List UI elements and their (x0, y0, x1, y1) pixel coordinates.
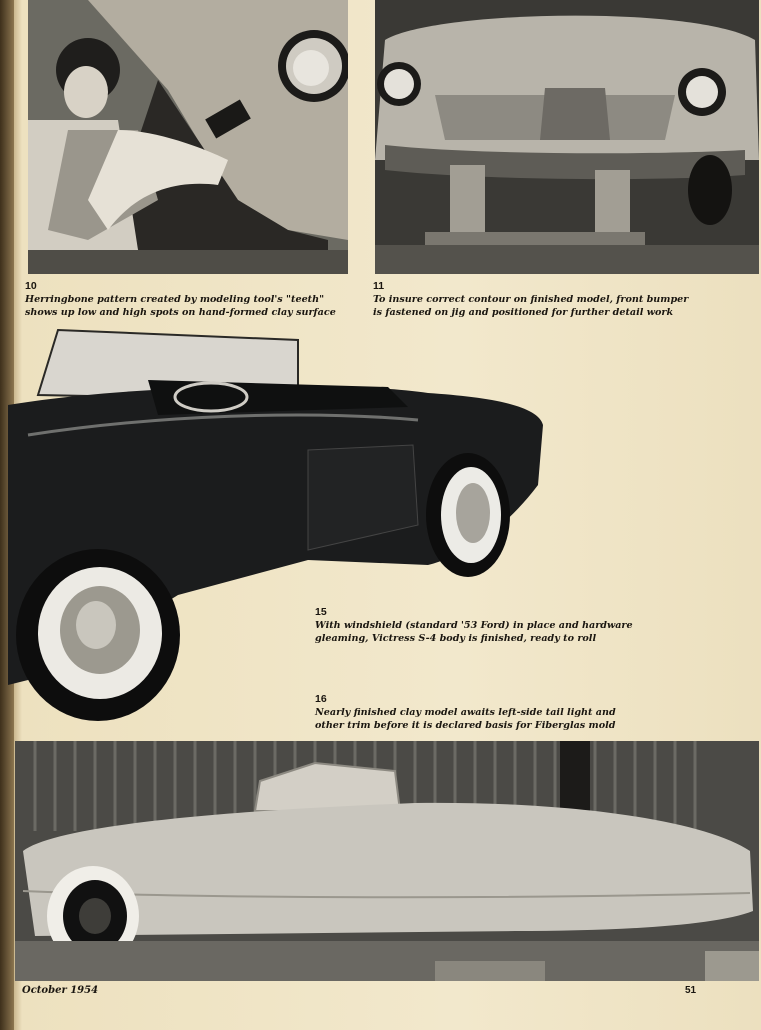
caption-16 (315, 693, 645, 732)
photo-11-image (375, 0, 759, 274)
photo-11-bumper-jig (375, 0, 759, 274)
photo-16-clay-model (15, 741, 759, 981)
issue-date: October 1954 (22, 985, 99, 996)
caption-10-line-1: Herringbone pattern created by modeling tool's "teeth" (25, 294, 325, 305)
photo-10-sculpting (28, 0, 348, 274)
caption-15-number: 15 (315, 606, 327, 618)
caption-11-line-2: is fastened on jig and positioned for further detail work (373, 307, 674, 318)
caption-10-number: 10 (25, 280, 37, 292)
caption-11-line-1: To insure correct contour on finished model, front bumper (373, 294, 689, 305)
caption-11-number: 11 (373, 280, 385, 292)
photo-10-image (28, 0, 348, 274)
caption-16-line-1: Nearly finished clay model awaits left-side tail light and (315, 707, 616, 718)
caption-15 (315, 606, 645, 645)
photo-15-roadster (8, 325, 548, 725)
caption-10 (25, 280, 355, 319)
caption-16-line-2: other trim before it is declared basis for Fiberglas mold (315, 720, 616, 731)
caption-15-line-2: gleaming, Victress S-4 body is finished, ready to roll (315, 633, 597, 644)
caption-11 (373, 280, 703, 319)
caption-15-line-1: With windshield (standard '53 Ford) in place and hardware (315, 620, 633, 631)
caption-10-line-2: shows up low and high spots on hand-formed clay surface (25, 307, 336, 318)
caption-16-number: 16 (315, 693, 327, 705)
photo-15-image (8, 325, 548, 725)
photo-16-image (15, 741, 759, 981)
page-number: 51 (685, 985, 697, 996)
